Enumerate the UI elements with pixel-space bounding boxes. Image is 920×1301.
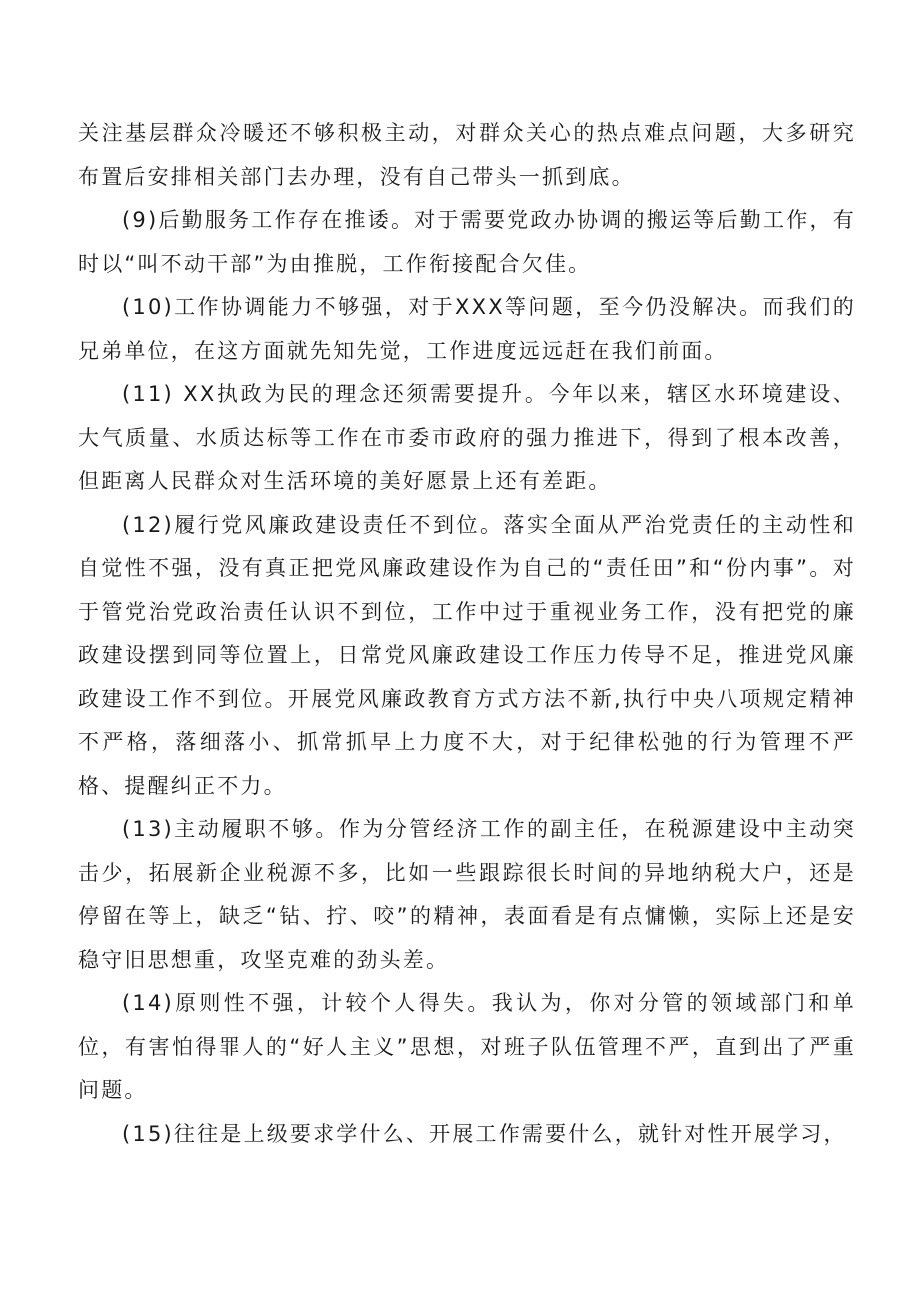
paragraph-item-13: (13)主动履职不够。作为分管经济工作的副主任，在税源建设中主动突击少，拓展新企业税源不多，比如一些跟踪很长时间的异地纳税大户，还是停留在等上，缺乏“钻、拧、咬”的精神，表面看是有点慵懒，实际上还是安稳守旧思想重，攻坚克难的劲头差。 bbox=[78, 817, 856, 972]
paragraph-item-10: (10)工作协调能力不够强，对于XXX等问题，至今仍没解决。而我们的兄弟单位，在这方面就先知先觉，工作进度远远赶在我们前面。 bbox=[78, 295, 856, 363]
paragraph-item-12: (12)履行党风廉政建设责任不到位。落实全面从严治党责任的主动性和自觉性不强，没有真正把党风廉政建设作为自己的“责任田”和“份内事”。对于管党治党政治责任认识不到位，工作中过于重视业务工作，没有把党的廉政建设摆到同等位置上，日常党风廉政建设工作压力传导不足，推进党风廉政建设工作不到位。开展党风廉政教育方式方法不新,执行中央八项规定精神不严格，落细落小、抓常抓早上力度不大，对于纪律松弛的行为管理不严格、提醒纠正不力。 bbox=[78, 512, 856, 798]
paragraph-continuation: 关注基层群众冷暖还不够积极主动，对群众关心的热点难点问题，大多研究布置后安排相关部门去办理，没有自己带头一抓到底。 bbox=[78, 121, 856, 189]
paragraph-item-11: (11) XX执政为民的理念还须需要提升。今年以来，辖区水环境建设、大气质量、水质达标等工作在市委市政府的强力推进下，得到了根本改善，但距离人民群众对生活环境的美好愿景上还有差距。 bbox=[78, 382, 856, 493]
paragraph-item-14: (14)原则性不强，计较个人得失。我认为，你对分管的领域部门和单位，有害怕得罪人的“好人主义”思想，对班子队伍管理不严，直到出了严重问题。 bbox=[78, 991, 856, 1102]
paragraph-item-9: (9)后勤服务工作存在推诿。对于需要党政办协调的搬运等后勤工作，有时以“叫不动干部”为由推脱，工作衔接配合欠佳。 bbox=[78, 208, 856, 276]
paragraph-item-15: (15)往往是上级要求学什么、开展工作需要什么，就针对性开展学习， bbox=[122, 1121, 847, 1146]
document-body bbox=[78, 112, 856, 1156]
